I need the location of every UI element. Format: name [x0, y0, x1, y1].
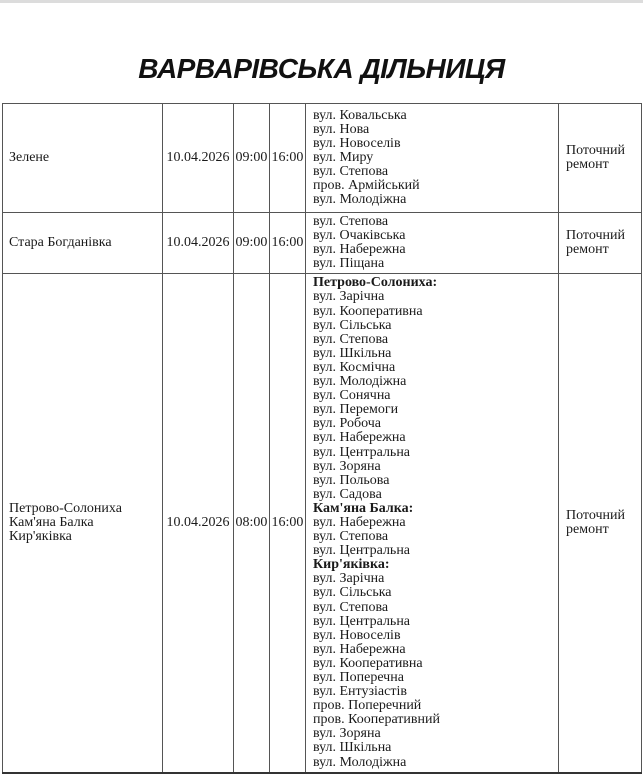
- settlement-cell: [3, 104, 163, 213]
- street-line: вул. Робоча: [313, 416, 381, 432]
- street-line: вул. Садова: [313, 486, 382, 502]
- street-line: вул. Ентузіастів: [313, 684, 407, 700]
- street-group-header: Кам'яна Балка:: [313, 500, 414, 516]
- table-row: [3, 274, 642, 773]
- date-cell: 10.04.2026: [163, 213, 234, 274]
- streets-cell: [306, 104, 559, 213]
- remark-cell: Поточний ремонт: [559, 213, 642, 274]
- street-line: вул. Набережна: [313, 430, 406, 446]
- street-line: пров. Армійський: [313, 178, 420, 194]
- date-cell: 10.04.2026: [163, 104, 234, 213]
- street-line: вул. Зоряна: [313, 726, 381, 742]
- remark-cell: Поточний ремонт: [559, 104, 642, 213]
- street-line: вул. Ковальська: [313, 107, 407, 123]
- street-line: вул. Степова: [313, 331, 389, 347]
- start-time-cell: 08:00: [234, 274, 270, 773]
- street-line: вул. Сонячна: [313, 388, 391, 404]
- street-line: вул. Степова: [313, 599, 389, 615]
- settlement-line: Петрово-Солониха: [9, 500, 122, 516]
- street-line: вул. Шкільна: [313, 740, 392, 756]
- street-line: вул. Кооперативна: [313, 655, 423, 671]
- street-line: пров. Поперечний: [313, 698, 422, 714]
- street-line: вул. Миру: [313, 149, 374, 165]
- street-group-header: Кир'яківка:: [313, 557, 390, 573]
- street-line: вул. Нова: [313, 121, 370, 137]
- street-line: вул. Новоселів: [313, 627, 401, 643]
- street-line: вул. Перемоги: [313, 402, 399, 418]
- street-line: вул. Степова: [313, 214, 389, 229]
- street-line: вул. Сільська: [313, 317, 392, 333]
- page-top-edge: [0, 0, 643, 3]
- settlement-cell: [3, 213, 163, 274]
- street-line: вул. Центральна: [313, 613, 411, 629]
- street-line: вул. Новоселів: [313, 135, 401, 151]
- table-row: [3, 104, 642, 213]
- table-row: [3, 213, 642, 274]
- settlement-line: Кам'яна Балка: [9, 514, 94, 530]
- settlement-line: Стара Богданівка: [9, 235, 112, 251]
- street-line: вул. Набережна: [313, 514, 406, 530]
- page-title: ВАРВАРІВСЬКА ДІЛЬНИЦЯ: [138, 53, 505, 84]
- street-line: пров. Кооперативний: [313, 712, 440, 728]
- street-line: вул. Центральна: [313, 543, 411, 559]
- date-cell: 10.04.2026: [163, 274, 234, 773]
- street-line: вул. Піщана: [313, 256, 385, 272]
- end-time-cell: 16:00: [270, 274, 306, 773]
- end-time-cell: 16:00: [270, 104, 306, 213]
- street-line: вул. Шкільна: [313, 345, 392, 361]
- street-line: вул. Молодіжна: [313, 374, 407, 390]
- street-line: вул. Зарічна: [313, 289, 385, 305]
- street-line: вул. Кооперативна: [313, 303, 423, 319]
- street-line: вул. Польова: [313, 472, 390, 488]
- street-line: вул. Зоряна: [313, 458, 381, 474]
- street-line: вул. Молодіжна: [313, 754, 407, 770]
- street-line: вул. Степова: [313, 164, 389, 180]
- street-line: вул. Степова: [313, 529, 389, 545]
- settlement-line: Кир'яківка: [9, 529, 72, 545]
- street-group-header: Петрово-Солониха:: [313, 275, 438, 291]
- start-time-cell: 09:00: [234, 104, 270, 213]
- start-time-cell: 09:00: [234, 213, 270, 274]
- street-line: вул. Космічна: [313, 359, 396, 375]
- street-line: вул. Молодіжна: [313, 192, 407, 208]
- settlement-cell: [3, 274, 163, 773]
- street-line: вул. Набережна: [313, 242, 406, 258]
- settlement-line: Зелене: [9, 149, 50, 165]
- table-body: [3, 104, 642, 773]
- street-line: вул. Зарічна: [313, 571, 385, 587]
- street-line: вул. Очаківська: [313, 228, 406, 244]
- remark-cell: Поточний ремонт: [559, 274, 642, 773]
- streets-cell: [306, 213, 559, 274]
- outage-schedule-table: [2, 103, 642, 774]
- streets-cell: [306, 274, 559, 773]
- end-time-cell: 16:00: [270, 213, 306, 274]
- street-line: вул. Набережна: [313, 641, 406, 657]
- street-line: вул. Центральна: [313, 444, 411, 460]
- street-line: вул. Сільська: [313, 585, 392, 601]
- street-line: вул. Поперечна: [313, 670, 404, 685]
